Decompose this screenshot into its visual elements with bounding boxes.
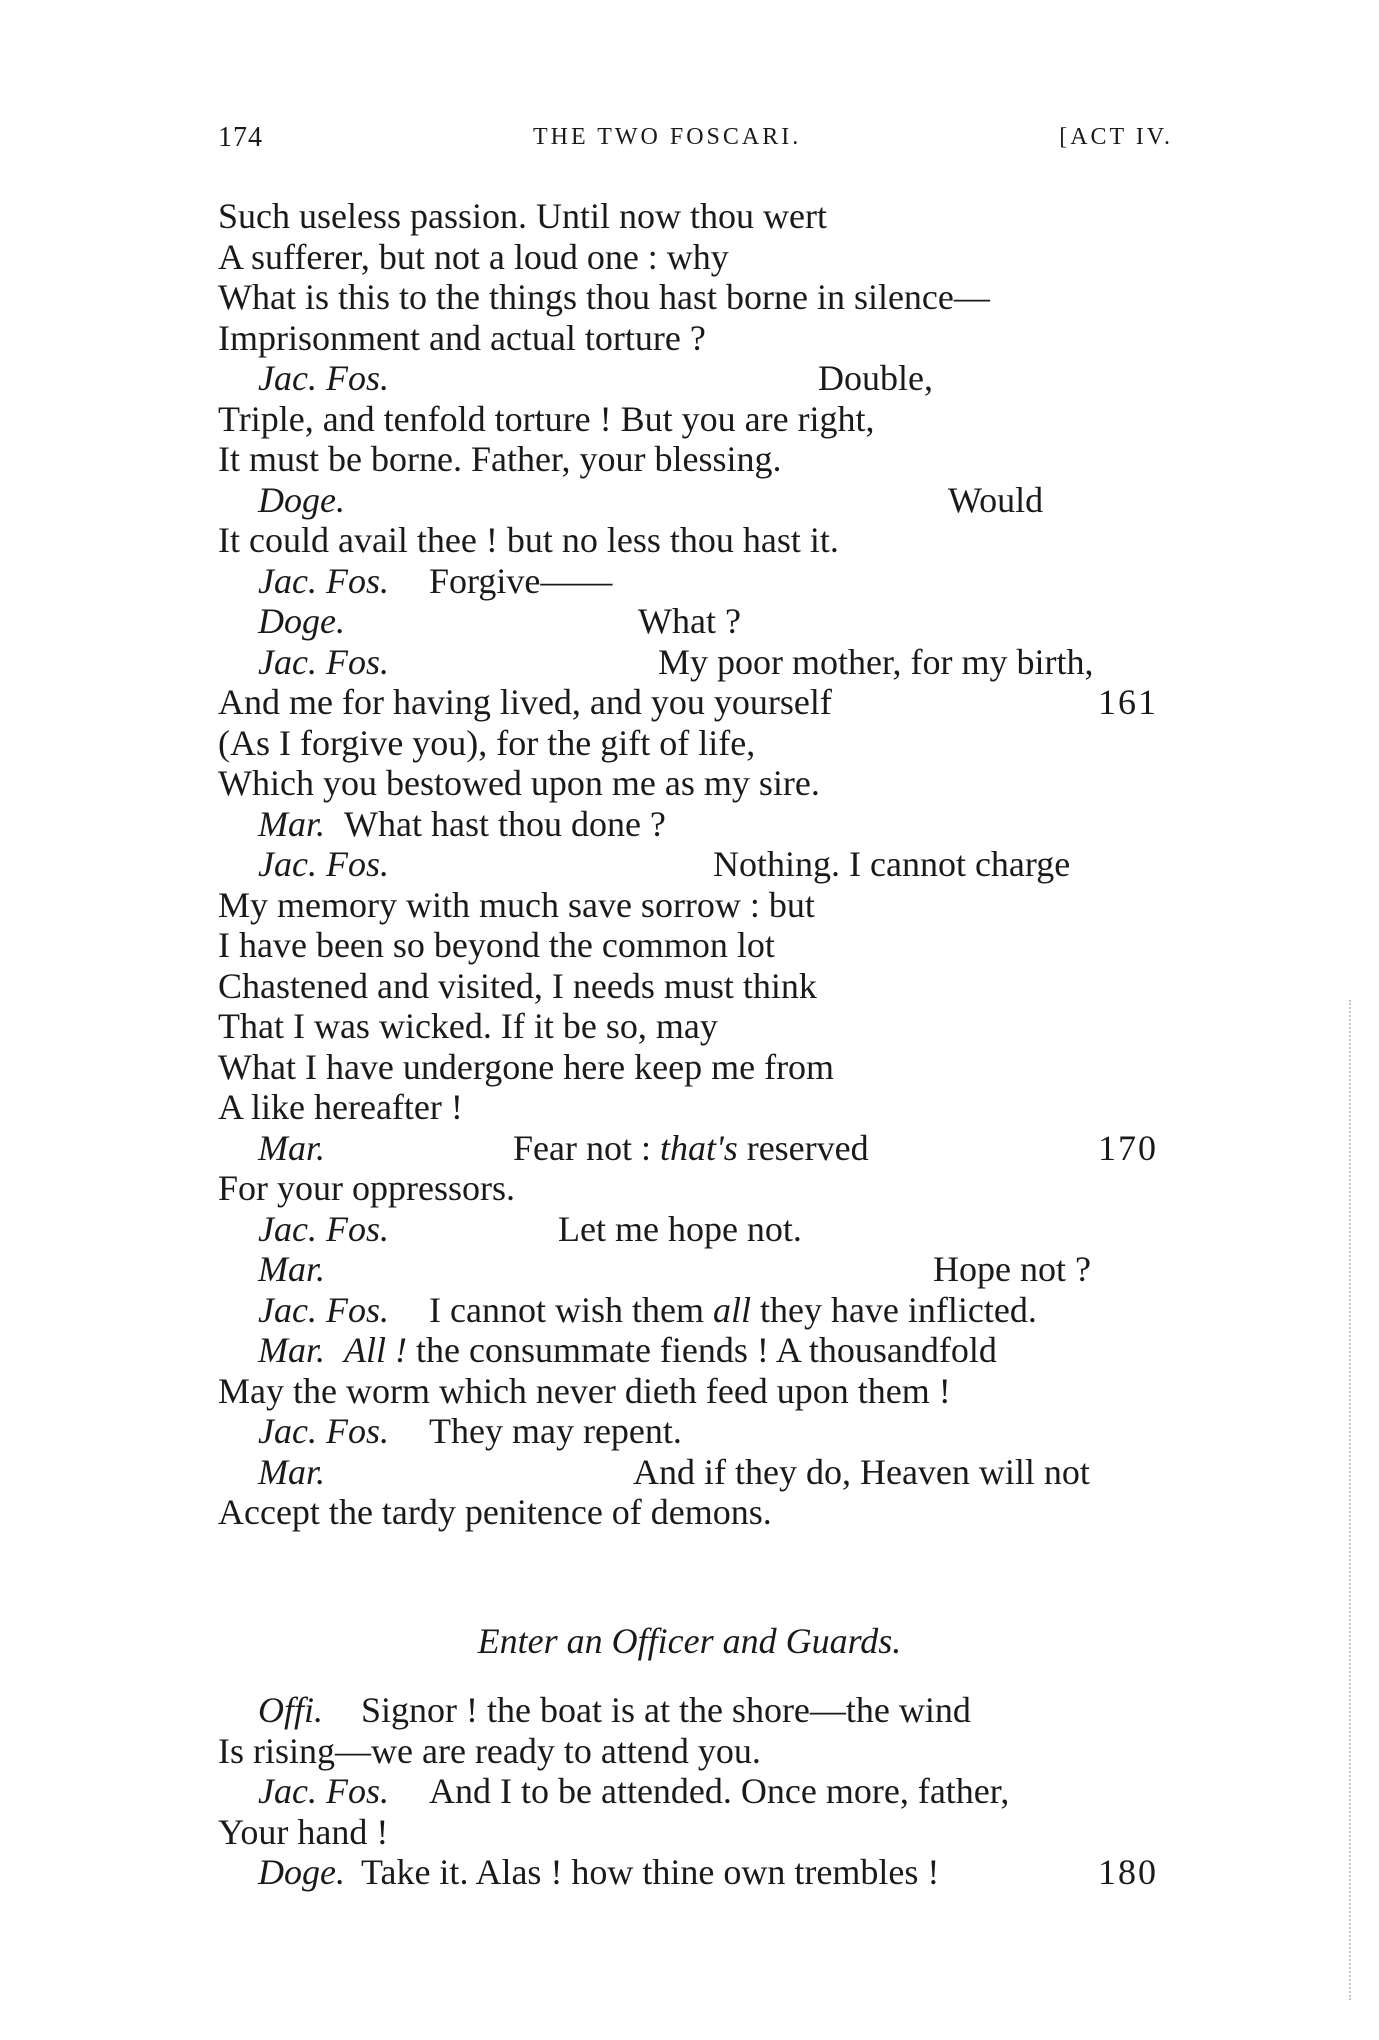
speaker-name: Jac. Fos.: [258, 1208, 389, 1249]
stage-direction: Enter an Officer and Guards.: [477, 1621, 902, 1661]
line-text: All ! the consummate fiends ! A thousandfold: [344, 1330, 997, 1370]
line-text: And me for having lived, and you yourself: [218, 682, 832, 722]
line-text: Nothing. I cannot charge: [713, 844, 1071, 884]
emphasis-text: that's: [659, 1127, 738, 1168]
verse-line: [218, 277, 1178, 318]
line-text: Signor ! the boat is at the shore—the wind: [361, 1690, 971, 1730]
speaker-name: Jac. Fos.: [258, 560, 389, 601]
line-text: Your hand !: [218, 1811, 389, 1852]
verse-line: [218, 1128, 1178, 1169]
line-text: That I was wicked. If it be so, may: [218, 1006, 718, 1046]
line-text: I have been so beyond the common lot: [218, 925, 775, 965]
verse-line: [218, 480, 1178, 521]
line-text: Chastened and visited, I needs must think: [218, 965, 817, 1006]
verse-line: [218, 1087, 1178, 1128]
verse-line: [218, 1330, 1178, 1371]
verse-line: [218, 439, 1178, 480]
emphasis-text: All !: [344, 1330, 407, 1370]
verse-line: [218, 1690, 1178, 1731]
line-text: What ?: [638, 601, 741, 641]
verse-line: [218, 1047, 1178, 1088]
speaker-name: Mar.: [258, 803, 326, 844]
line-text: Let me hope not.: [558, 1208, 802, 1249]
speaker-name: Mar.: [258, 1249, 326, 1289]
verse-line: [218, 561, 1178, 602]
line-text: They may repent.: [429, 1411, 682, 1451]
line-text: It must be borne. Father, your blessing.: [218, 439, 782, 479]
verse-line: [218, 520, 1178, 561]
speaker-name: Jac. Fos.: [258, 1411, 389, 1451]
speaker-name: Doge.: [258, 1852, 345, 1892]
verse-line: [218, 723, 1178, 764]
line-text: Fear not : that's reserved: [513, 1127, 869, 1168]
verse-block-2: [218, 1690, 1178, 1893]
verse-line: [218, 1492, 1178, 1533]
line-text: Take it. Alas ! how thine own trembles !: [361, 1852, 940, 1892]
line-text: And if they do, Heaven will not: [633, 1451, 1090, 1492]
line-text: A sufferer, but not a loud one : why: [218, 236, 729, 277]
verse-line: [218, 642, 1178, 683]
act-label: [ACT IV.: [1059, 124, 1173, 150]
speaker-name: Jac. Fos.: [258, 358, 389, 398]
speaker-name: Mar.: [258, 1451, 326, 1492]
line-text: Is rising—we are ready to attend you.: [218, 1730, 761, 1771]
line-text: Would: [948, 479, 1044, 520]
page-header: [218, 122, 1173, 162]
line-text: It could avail thee ! but no less thou hast it.: [218, 520, 839, 560]
line-number: 180: [1098, 1852, 1158, 1892]
verse-line: [218, 399, 1178, 440]
speaker-name: Jac. Fos.: [258, 1289, 389, 1330]
speaker-name: Offi.: [258, 1690, 324, 1730]
line-text: Which you bestowed upon me as my sire.: [218, 763, 820, 803]
speaker-name: Doge.: [258, 601, 345, 641]
verse-line: [218, 1771, 1178, 1812]
line-text: What hast thou done ?: [344, 803, 666, 844]
verse-line: [218, 1411, 1178, 1452]
line-text: Accept the tardy penitence of demons.: [218, 1492, 772, 1532]
line-text: For your oppressors.: [218, 1168, 515, 1208]
line-number: 161: [1098, 682, 1158, 722]
line-text: May the worm which never dieth feed upon them !: [218, 1370, 951, 1411]
verse-line: [218, 1852, 1178, 1893]
page-number: 174: [218, 122, 263, 153]
line-text: (As I forgive you), for the gift of life,: [218, 722, 756, 763]
verse-line: [218, 885, 1178, 926]
verse-line: [218, 1812, 1178, 1853]
speaker-name: Jac. Fos.: [258, 641, 389, 682]
line-number: 170: [1098, 1127, 1158, 1168]
verse-line: [218, 1452, 1178, 1493]
line-text: My poor mother, for my birth,: [658, 641, 1094, 682]
line-text: And I to be attended. Once more, father,: [429, 1771, 1010, 1811]
line-text: My memory with much save sorrow : but: [218, 884, 815, 925]
verse-line: [218, 1209, 1178, 1250]
verse-line: [218, 358, 1178, 399]
verse-line: [218, 1731, 1178, 1772]
line-text: Double,: [818, 358, 933, 398]
verse-line: [218, 1371, 1178, 1412]
verse-line: [218, 763, 1178, 804]
verse-line: [218, 237, 1178, 278]
verse-line: [218, 844, 1178, 885]
line-text: What is this to the things thou hast borne in silence—: [218, 277, 990, 317]
line-text: What I have undergone here keep me from: [218, 1046, 835, 1087]
line-text: Imprisonment and actual torture ?: [218, 317, 706, 358]
verse-line: [218, 925, 1178, 966]
line-text: Hope not ?: [933, 1249, 1091, 1289]
verse-line: [218, 318, 1178, 359]
verse-line: [218, 601, 1178, 642]
verse-line: [218, 1249, 1178, 1290]
page-edge-marks: [1345, 1000, 1351, 2000]
line-text: A like hereafter !: [218, 1087, 463, 1127]
speaker-name: Jac. Fos.: [258, 844, 389, 884]
verse-line: [218, 682, 1178, 723]
verse-line: [218, 1290, 1178, 1331]
verse-line: [218, 1168, 1178, 1209]
speaker-name: Mar.: [258, 1127, 326, 1168]
verse-line: [218, 804, 1178, 845]
speaker-name: Doge.: [258, 479, 345, 520]
emphasis-text: all: [712, 1289, 751, 1330]
verse-line: [218, 196, 1178, 237]
verse-line: [218, 966, 1178, 1007]
line-text: I cannot wish them all they have inflicted.: [429, 1289, 1037, 1330]
line-text: Forgive——: [429, 560, 613, 601]
line-text: Triple, and tenfold torture ! But you are right,: [218, 398, 875, 439]
verse-block: [218, 196, 1178, 1533]
verse-line: [218, 1006, 1178, 1047]
speaker-name: Mar.: [258, 1330, 326, 1370]
line-text: Such useless passion. Until now thou wert: [218, 196, 827, 236]
running-title: THE TWO FOSCARI.: [533, 124, 802, 150]
speaker-name: Jac. Fos.: [258, 1771, 389, 1811]
